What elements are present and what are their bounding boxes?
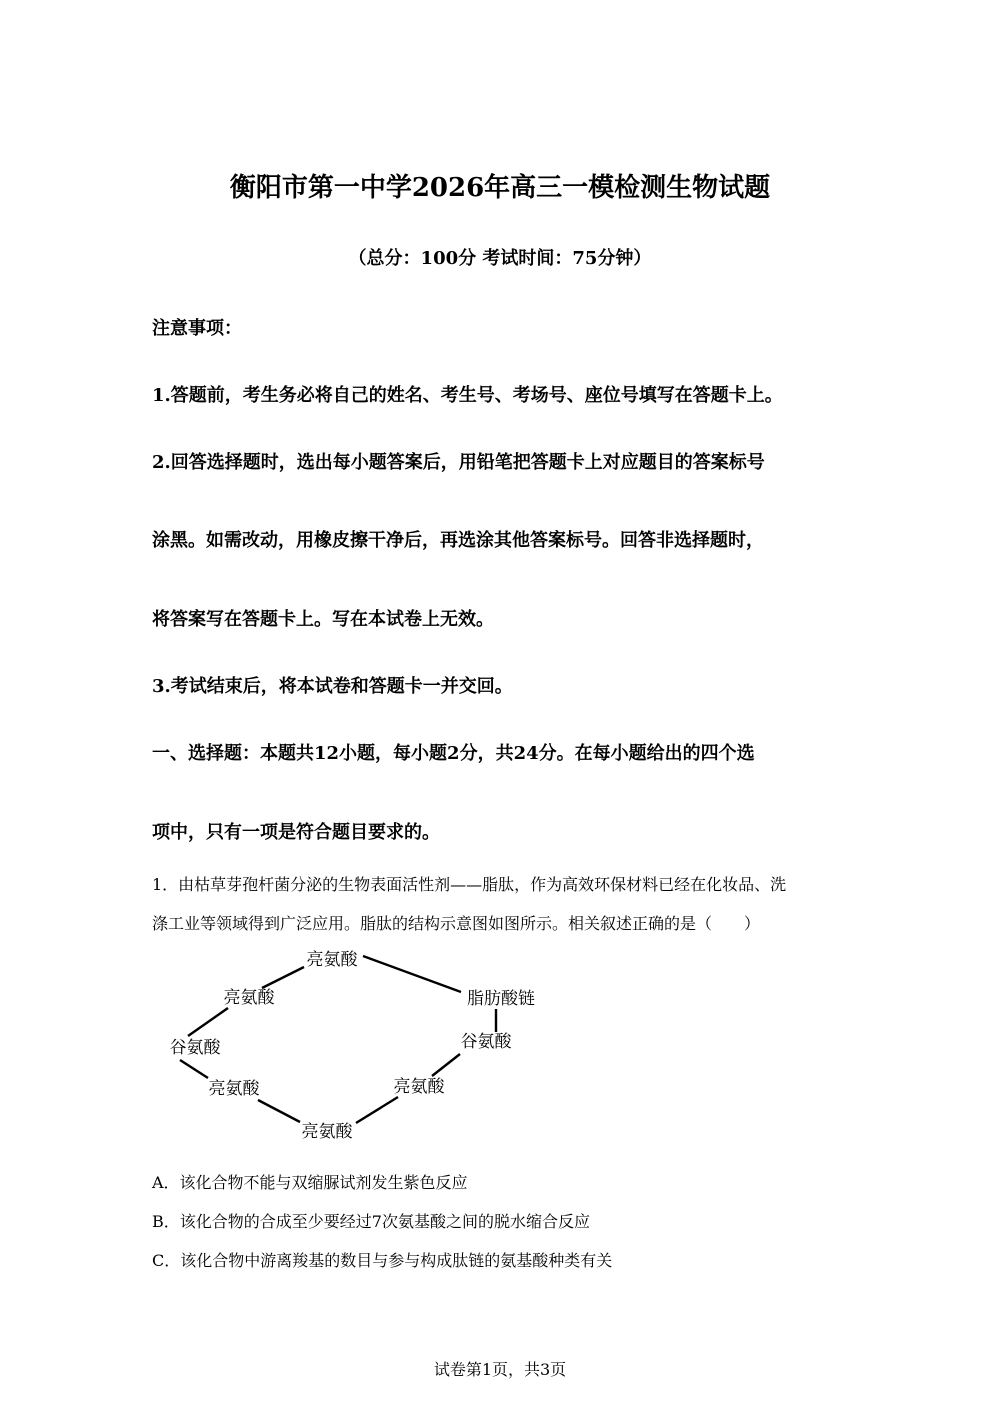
amino-acid-label: 谷氨酸 bbox=[460, 1032, 512, 1052]
fatty-acid-chain-label: 脂肪酸链 bbox=[467, 989, 535, 1009]
notice-item-2-line-3: 将答案写在答题卡上。写在本试卷上无效。 bbox=[152, 609, 494, 630]
notice-item-3: 3.考试结束后，将本试卷和答题卡一并交回。 bbox=[152, 676, 513, 697]
page-footer: 试卷第1页，共3页 bbox=[433, 1360, 567, 1379]
page-title: 衡阳市第一中学2026年高三一模检测生物试题 bbox=[229, 173, 771, 203]
notice-item-2-line-1: 2.回答选择题时，选出每小题答案后，用铅笔把答题卡上对应题目的答案标号 bbox=[152, 452, 765, 473]
notice-item-2-line-2: 涂黑。如需改动，用橡皮擦干净后，再选涂其他答案标号。回答非选择题时， bbox=[152, 530, 764, 551]
bond-line bbox=[356, 1097, 398, 1123]
notice-item-1: 1.答题前，考生务必将自己的姓名、考生号、考场号、座位号填写在答题卡上。 bbox=[152, 385, 783, 406]
bond-line bbox=[188, 1008, 228, 1036]
bond-line bbox=[258, 1100, 300, 1122]
question-1-stem-line-2: 涤工业等领域得到广泛应用。脂肽的结构示意图如图所示。相关叙述正确的是（ ） bbox=[152, 914, 761, 933]
section-heading-line-2: 项中，只有一项是符合题目要求的。 bbox=[152, 822, 440, 843]
exam-info: （总分：100分 考试时间：75分钟） bbox=[348, 248, 652, 269]
amino-acid-label: 亮氨酸 bbox=[223, 988, 275, 1008]
question-1-option-a: A．该化合物不能与双缩脲试剂发生紫色反应 bbox=[152, 1173, 468, 1192]
bond-line bbox=[262, 967, 304, 988]
question-1-option-c: C．该化合物中游离羧基的数目与参与构成肽链的氨基酸种类有关 bbox=[152, 1251, 613, 1270]
bond-line bbox=[432, 1054, 460, 1076]
amino-acid-label: 亮氨酸 bbox=[306, 950, 358, 970]
amino-acid-label: 亮氨酸 bbox=[301, 1122, 353, 1142]
amino-acid-label: 亮氨酸 bbox=[208, 1079, 260, 1099]
amino-acid-label: 谷氨酸 bbox=[169, 1038, 221, 1058]
bond-line bbox=[363, 956, 461, 992]
section-heading-line-1: 一、选择题：本题共12小题，每小题2分，共24分。在每小题给出的四个选 bbox=[152, 743, 755, 764]
notice-heading: 注意事项： bbox=[152, 318, 242, 339]
bond-line bbox=[180, 1060, 208, 1078]
question-1-stem-line-1: 1．由枯草芽孢杆菌分泌的生物表面活性剂——脂肽，作为高效环保材料已经在化妆品、洗 bbox=[152, 875, 787, 894]
amino-acid-label: 亮氨酸 bbox=[393, 1077, 445, 1097]
question-1-option-b: B．该化合物的合成至少要经过7次氨基酸之间的脱水缩合反应 bbox=[152, 1212, 590, 1231]
